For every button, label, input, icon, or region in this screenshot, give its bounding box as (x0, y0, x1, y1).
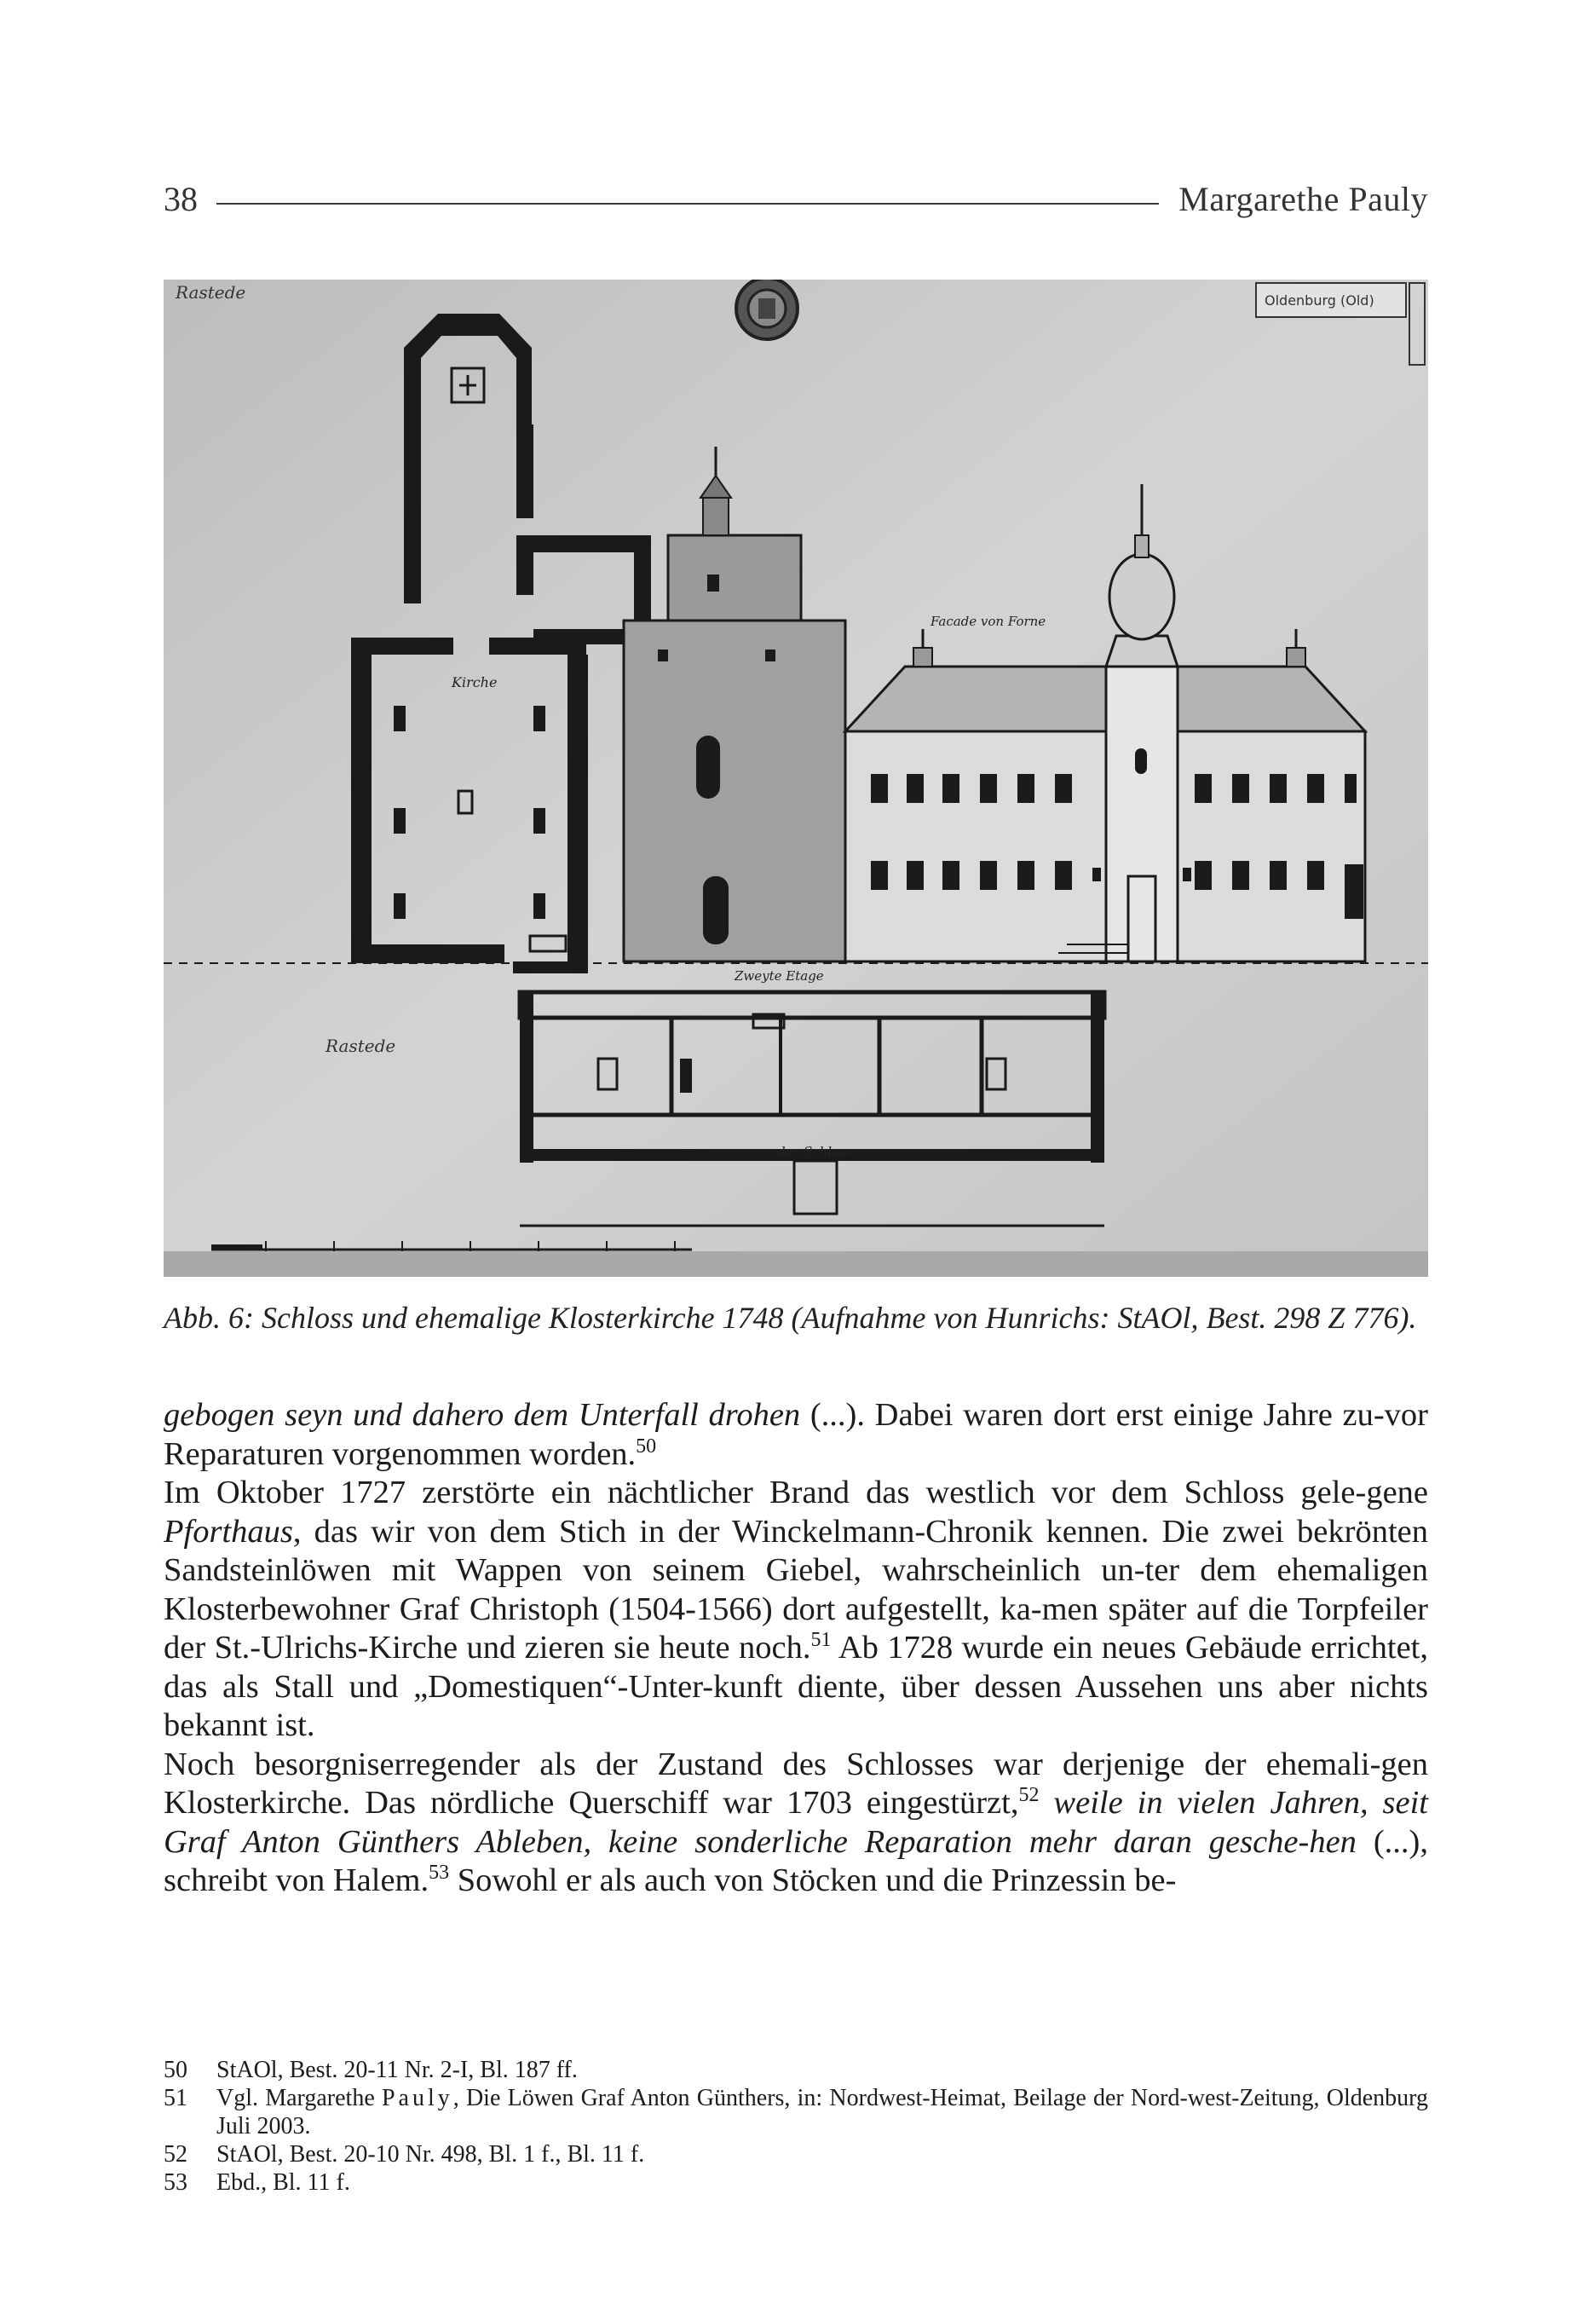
archive-seal-icon (736, 280, 798, 339)
plan-label-left: Rastede (326, 1036, 396, 1056)
footnote-ref-51: 51 (810, 1629, 832, 1652)
church-label: Kirche (452, 674, 498, 690)
footnote-50 (164, 2056, 1428, 2084)
figure-plan-drawing (164, 280, 1428, 1277)
text-run: Ab 1728 wurde ein neues Gebäude errichtet, das als Stall und „Domestiquen“-Unter-kunft diente, über dessen Aussehen uns aber nichts bekannt ist. (164, 1630, 1428, 1743)
running-header (164, 181, 1428, 232)
figure-caption: Abb. 6: Schloss und ehemalige Klosterkirche 1748 (Aufnahme von Hunrichs: StAOl, Best. 298 Z 776). (164, 1301, 1417, 1335)
text-run: (...), schreibt von Halem. (164, 1823, 1428, 1898)
body-text (164, 1396, 1428, 1901)
footnote-text: StAOl, Best. 20-10 Nr. 498, Bl. 1 f., Bl. 11 f. (216, 2141, 645, 2168)
footnote-text: StAOl, Best. 20-11 Nr. 2-I, Bl. 187 ff. (216, 2057, 578, 2083)
text-run: , das wir von dem Stich in der Winckelmann-Chronik kennen. Die zwei bekrönten Sandsteinlöwen mit Wappen von seinem Giebel, wahrscheinlich un-ter dem ehemaligen Klosterbewohner Graf Christoph (1504-1566) dort aufgestellt, ka-men später auf die Torpfeiler der St.-Ulrichs-Kirche und zieren sie heute noch. (164, 1513, 1428, 1666)
facade-label: Facade von Forne (931, 614, 1046, 629)
footnote-52 (164, 2140, 1428, 2168)
page-number: 38 (164, 180, 198, 218)
footnote-ref-52: 52 (1018, 1784, 1040, 1807)
paragraph-3 (164, 1746, 1428, 1901)
architectural-drawing-image (164, 280, 1428, 1277)
footnote-number: 51 (164, 2085, 187, 2111)
term-italic: Pforthaus (164, 1513, 293, 1550)
text-run: Sowohl er als auch von Stöcken und die Prinzessin be- (449, 1862, 1177, 1898)
footnote-number: 53 (164, 2169, 187, 2196)
header-rule (216, 203, 1159, 205)
footnote-number: 52 (164, 2141, 187, 2168)
paragraph-1 (164, 1396, 1428, 1474)
footnote-51 (164, 2084, 1428, 2140)
castle-label: des Schloss (777, 1144, 853, 1159)
footnote-53 (164, 2168, 1428, 2197)
footnote-ref-50: 50 (636, 1435, 657, 1458)
text-run: (...). Dabei waren dort erst einige Jahre zu-vor Reparaturen vorgenommen worden. (164, 1397, 1428, 1472)
footnote-ref-53: 53 (429, 1862, 450, 1885)
footnote-text (216, 2084, 1428, 2140)
archive-stamp-text: Oldenburg (Old) (1265, 292, 1374, 309)
footnote-number: 50 (164, 2057, 187, 2083)
quote-italic: weile in vielen Jahren, seit Graf Anton Günthers Ableben, keine sonderliche Reparation mehr daran gesche-hen (164, 1785, 1429, 1860)
text-run: Noch besorgniserregender als der Zustand des Schlosses war derjenige der ehemali-gen Klosterkirche. Das nördliche Querschiff war 1703 eingestürzt, (164, 1746, 1428, 1821)
text-run: Vgl. Margarethe (216, 2085, 382, 2111)
quote-italic: gebogen seyn und dahero dem Unterfall drohen (164, 1397, 801, 1433)
footnote-text: Ebd., Bl. 11 f. (216, 2169, 350, 2196)
paragraph-2 (164, 1474, 1428, 1746)
etage-label: Zweyte Etage (735, 968, 824, 984)
footnotes (164, 2056, 1428, 2197)
author-name-spaced: Pauly (381, 2085, 453, 2111)
text-run: Im Oktober 1727 zerstörte ein nächtlicher Brand das westlich vor dem Schloss gele-gene (164, 1475, 1428, 1510)
running-head-author: Margarethe Pauly (1178, 180, 1428, 218)
text-run: , Die Löwen Graf Anton Günthers, in: Nordwest-Heimat, Beilage der Nord-west-Zeitung, Oldenburg Juli 2003. (216, 2085, 1428, 2139)
corner-label: Rastede (176, 282, 246, 303)
